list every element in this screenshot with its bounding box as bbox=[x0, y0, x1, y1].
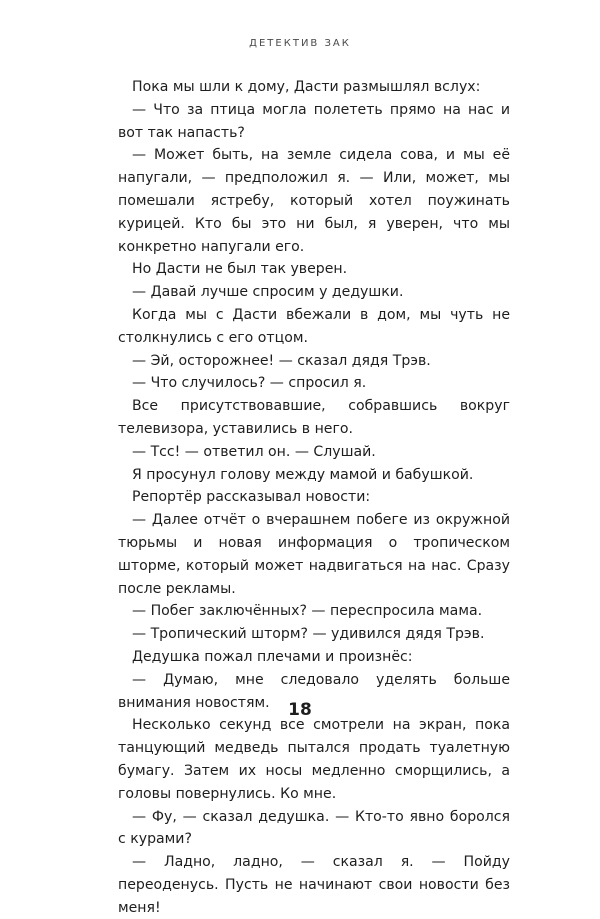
paragraph: — Далее отчёт о вчерашнем побеге из окружной тюрьмы и новая информация о тропическом шторме, который может надвигаться на нас. Сразу после рекламы. bbox=[118, 512, 510, 597]
paragraph: Пока мы шли к дому, Дасти размышлял вслух: bbox=[132, 79, 481, 95]
paragraph: — Может быть, на земле сидела сова, и мы её напугали, — предположил я. — Или, может, мы помешали ястребу, который хотел поужинать курицей. Кто бы это ни был, я уверен, что мы конкретно напугали его. bbox=[118, 147, 510, 255]
paragraph: — Давай лучше спросим у дедушки. bbox=[132, 284, 404, 301]
paragraph: — Тропический шторм? — удивился дядя Трэв. bbox=[132, 626, 485, 643]
page-number: 18 bbox=[288, 700, 312, 720]
paragraph: — Эй, осторожнее! — сказал дядя Трэв. bbox=[132, 352, 431, 369]
paragraph: — Фу, — сказал дедушка. — Кто-то явно боролся с курами? bbox=[118, 808, 510, 848]
paragraph: Все присутствовавшие, собравшись вокруг телевизора, уставились в него. bbox=[118, 398, 510, 437]
body-text bbox=[118, 76, 510, 919]
paragraph: Я просунул голову между мамой и бабушкой. bbox=[132, 466, 474, 483]
paragraph: Репортёр рассказывал новости: bbox=[132, 489, 371, 506]
paragraph: Несколько секунд все смотрели на экран, пока танцующий медведь пытался продать туалетную бумагу. Затем их носы медленно сморщились, а головы повернулись. Ко мне. bbox=[118, 717, 510, 802]
paragraph: Когда мы с Дасти вбежали в дом, мы чуть не столкнулись с его отцом. bbox=[118, 306, 510, 346]
paragraph: — Побег заключённых? — переспросила мама. bbox=[132, 603, 483, 620]
paragraph: — Тсс! — ответил он. — Слушай. bbox=[132, 443, 376, 460]
paragraph: Дедушка пожал плечами и произнёс: bbox=[132, 648, 413, 665]
paragraph: — Что случилось? — спросил я. bbox=[132, 375, 367, 392]
running-header: ДЕТЕКТИВ ЗАК bbox=[249, 38, 351, 49]
paragraph: — Думаю, мне следовало уделять больше внимания новостям. bbox=[118, 671, 510, 711]
paragraph: — Что за птица могла полететь прямо на нас и вот так напасть? bbox=[118, 101, 510, 141]
paragraph: Но Дасти не был так уверен. bbox=[132, 261, 348, 278]
paragraph: — Ладно, ладно, — сказал я. — Пойду переоденусь. Пусть не начинают свои новости без меня! bbox=[118, 854, 510, 916]
